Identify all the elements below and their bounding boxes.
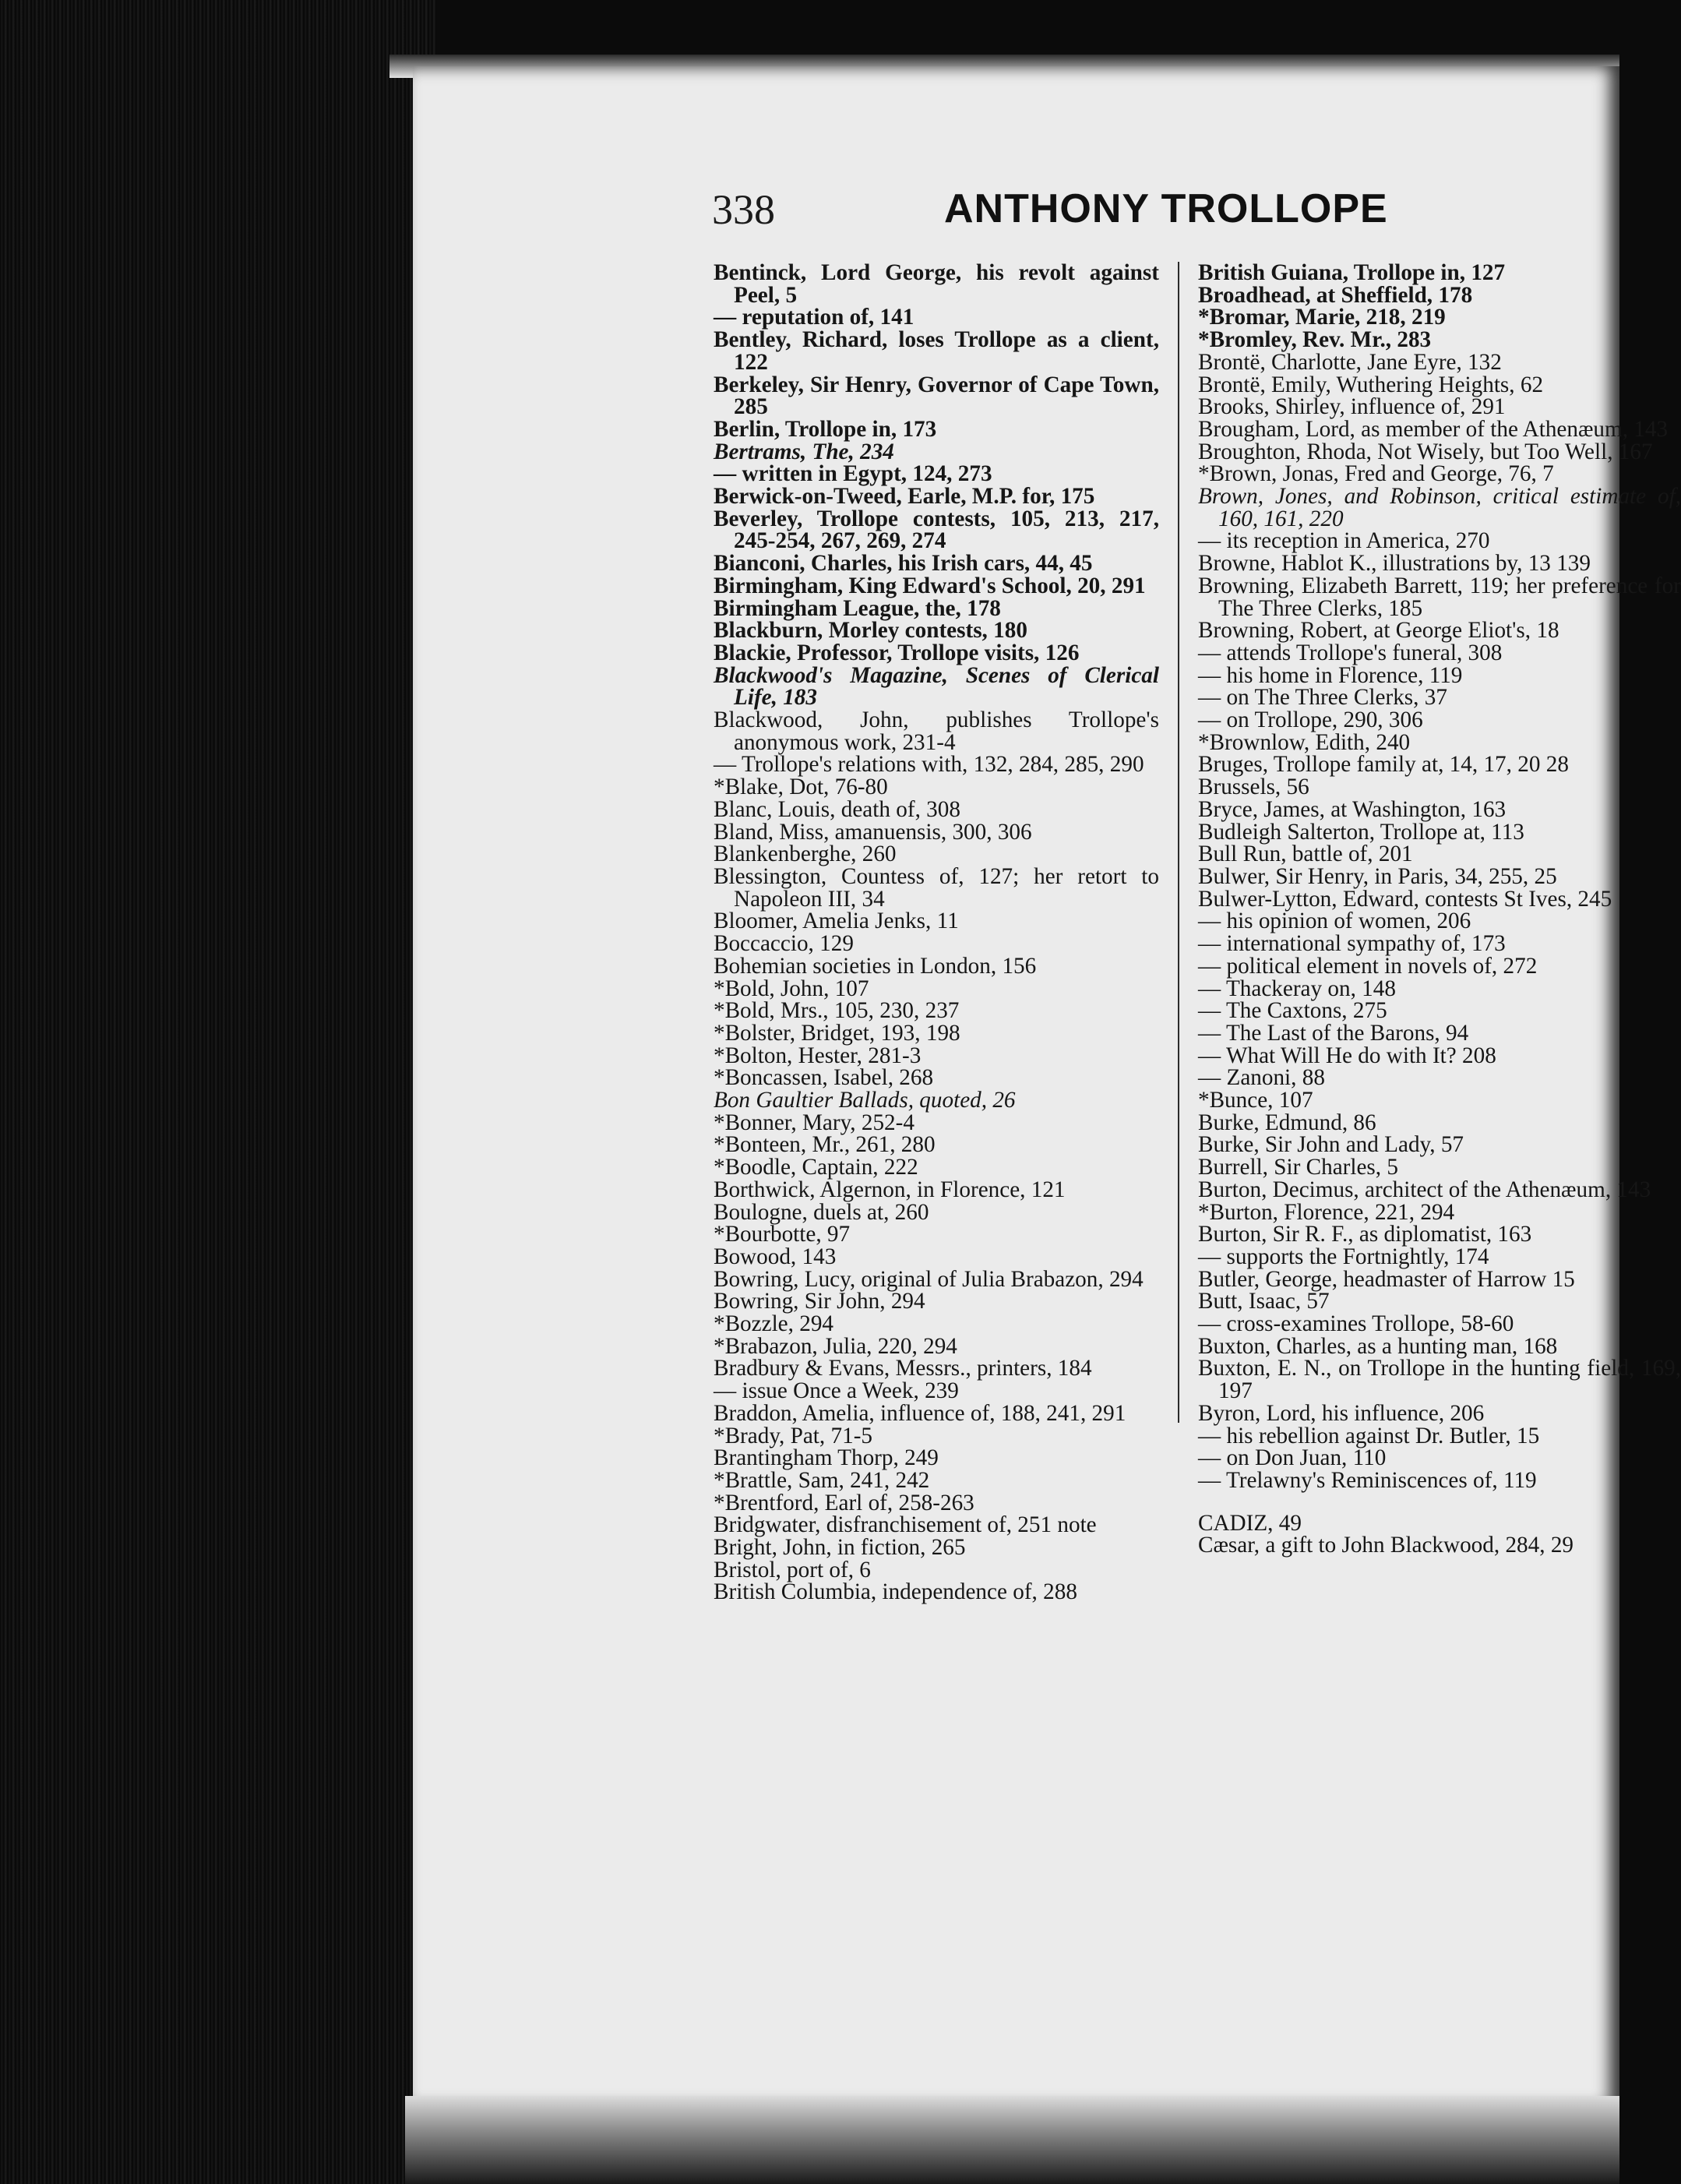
index-entry: Brantingham Thorp, 249 <box>714 1445 939 1471</box>
index-entry: — international sympathy of, 173 <box>1198 931 1506 957</box>
index-entry: *Bold, Mrs., 105, 230, 237 <box>714 998 960 1024</box>
scan-binding-edge <box>0 0 436 2184</box>
index-entry: — written in Egypt, 124, 273 <box>714 461 992 487</box>
index-entry: Budleigh Salterton, Trollope at, 113 <box>1198 819 1524 845</box>
index-entry: — Trollope's relations with, 132, 284, 285, 290 <box>714 752 1144 778</box>
index-entry: *Bunce, 107 <box>1198 1088 1313 1113</box>
column-divider <box>1178 262 1179 1423</box>
index-entry: Boulogne, duels at, 260 <box>714 1199 929 1225</box>
index-entry: *Boodle, Captain, 222 <box>714 1155 918 1180</box>
index-entry: Berwick-on-Tweed, Earle, M.P. for, 175 <box>714 484 1095 510</box>
index-entry: Birmingham, King Edward's School, 20, 291 <box>714 573 1146 598</box>
index-entry: — The Caxtons, 275 <box>1198 998 1387 1024</box>
index-entry: Blackwood's Magazine, Scenes of Clerical Life, 183 <box>714 662 1159 711</box>
index-entry: Burton, Decimus, architect of the Athenæum, 143 <box>1198 1177 1651 1202</box>
index-column-right <box>1198 262 1681 1557</box>
index-entry: Beverley, Trollope contests, 105, 213, 217, 245-254, 267, 269, 274 <box>714 506 1159 554</box>
index-entry: Brougham, Lord, as member of the Athenæum, 143 <box>1198 416 1669 442</box>
index-entry: Burke, Sir John and Lady, 57 <box>1198 1132 1464 1158</box>
index-entry: Bloomer, Amelia Jenks, 11 <box>714 909 959 934</box>
index-column-left <box>714 262 1159 1604</box>
index-entry: Bulwer-Lytton, Edward, contests St Ives, 245 <box>1198 886 1612 912</box>
index-entry: Berkeley, Sir Henry, Governor of Cape Town, 285 <box>714 372 1159 420</box>
index-entry: — its reception in America, 270 <box>1198 528 1490 554</box>
index-entry: Bristol, port of, 6 <box>714 1557 871 1582</box>
index-entry: — reputation of, 141 <box>714 305 915 330</box>
index-entry: *Brentford, Earl of, 258-263 <box>714 1490 974 1515</box>
index-entry: Boccaccio, 129 <box>714 931 854 957</box>
index-entry: Blankenberghe, 260 <box>714 841 897 867</box>
index-entry: — his rebellion against Dr. Butler, 15 <box>1198 1423 1540 1448</box>
index-entry: *Bromar, Marie, 218, 219 <box>1198 305 1446 330</box>
index-entry: — Zanoni, 88 <box>1198 1065 1325 1091</box>
index-entry: Bland, Miss, amanuensis, 300, 306 <box>714 819 1032 845</box>
index-entry: Browning, Elizabeth Barrett, 119; her preference for The Three Clerks, 185 <box>1198 573 1681 621</box>
index-entry: Broadhead, at Sheffield, 178 <box>1198 282 1473 308</box>
index-entry: — his home in Florence, 119 <box>1198 662 1463 688</box>
index-entry: — political element in novels of, 272 <box>1198 953 1538 979</box>
index-entry: Butt, Isaac, 57 <box>1198 1289 1330 1314</box>
index-entry: *Brattle, Sam, 241, 242 <box>714 1467 930 1493</box>
index-entry: — Thackeray on, 148 <box>1198 976 1396 1001</box>
index-entry: — on Trollope, 290, 306 <box>1198 707 1423 733</box>
index-entry: Bridgwater, disfranchisement of, 251 note <box>714 1512 1097 1538</box>
index-entry: *Bolton, Hester, 281-3 <box>714 1043 922 1068</box>
index-entry: Broughton, Rhoda, Not Wisely, but Too Well, 167 <box>1198 439 1653 464</box>
index-entry: *Bromley, Rev. Mr., 283 <box>1198 327 1432 353</box>
index-entry: *Brown, Jonas, Fred and George, 76, 7 <box>1198 461 1554 487</box>
index-entry: — The Last of the Barons, 94 <box>1198 1020 1469 1046</box>
index-entry: Braddon, Amelia, influence of, 188, 241, 291 <box>714 1400 1126 1426</box>
index-entry: Bulwer, Sir Henry, in Paris, 34, 255, 25 <box>1198 863 1557 889</box>
index-entry: — Trelawny's Reminiscences of, 119 <box>1198 1467 1537 1493</box>
index-entry: Bull Run, battle of, 201 <box>1198 841 1413 867</box>
index-entry: Bowring, Lucy, original of Julia Brabazon, 294 <box>714 1266 1144 1292</box>
index-entry: Bon Gaultier Ballads, quoted, 26 <box>714 1088 1016 1113</box>
index-entry: Bright, John, in fiction, 265 <box>714 1535 966 1561</box>
index-entry: British Columbia, independence of, 288 <box>714 1579 1077 1605</box>
index-entry: — his opinion of women, 206 <box>1198 909 1471 934</box>
index-entry: — on The Three Clerks, 37 <box>1198 685 1447 711</box>
index-entry: Cæsar, a gift to John Blackwood, 284, 29 <box>1198 1533 1574 1558</box>
index-entry: Bruges, Trollope family at, 14, 17, 20 28 <box>1198 752 1569 778</box>
index-entry: British Guiana, Trollope in, 127 <box>1198 260 1506 285</box>
index-entry: Blackie, Professor, Trollope visits, 126 <box>714 640 1080 665</box>
index-entry: Buxton, E. N., on Trollope in the hunting field, 169, 197 <box>1198 1356 1681 1404</box>
index-entry: *Bozzle, 294 <box>714 1311 834 1337</box>
index-entry: — cross-examines Trollope, 58-60 <box>1198 1311 1514 1337</box>
index-entry: Burton, Sir R. F., as diplomatist, 163 <box>1198 1222 1532 1247</box>
index-entry: Burke, Edmund, 86 <box>1198 1110 1376 1135</box>
index-entry: CADIZ, 49 <box>1198 1510 1302 1536</box>
index-entry: *Bonteen, Mr., 261, 280 <box>714 1132 936 1158</box>
index-entry: Blackburn, Morley contests, 180 <box>714 618 1027 644</box>
index-entry: Buxton, Charles, as a hunting man, 168 <box>1198 1333 1558 1359</box>
index-entry: — attends Trollope's funeral, 308 <box>1198 640 1503 665</box>
index-entry: Browne, Hablot K., illustrations by, 13 139 <box>1198 551 1591 577</box>
index-entry: *Blake, Dot, 76-80 <box>714 774 888 800</box>
index-entry: Brontë, Emily, Wuthering Heights, 62 <box>1198 372 1544 397</box>
index-entry: — What Will He do with It? 208 <box>1198 1043 1496 1068</box>
index-entry: *Bonner, Mary, 252-4 <box>714 1110 915 1135</box>
index-entry: Burrell, Sir Charles, 5 <box>1198 1155 1398 1180</box>
index-entry: *Bold, John, 107 <box>714 976 869 1001</box>
index-entry: Blessington, Countess of, 127; her retort to Napoleon III, 34 <box>714 863 1159 912</box>
index-entry: *Brady, Pat, 71-5 <box>714 1423 873 1448</box>
index-entry: Borthwick, Algernon, in Florence, 121 <box>714 1177 1066 1202</box>
index-entry: Blackwood, John, publishes Trollope's anonymous work, 231-4 <box>714 707 1159 755</box>
index-entry: Brooks, Shirley, influence of, 291 <box>1198 394 1506 420</box>
index-entry: Brussels, 56 <box>1198 774 1309 800</box>
index-entry: Bryce, James, at Washington, 163 <box>1198 796 1507 822</box>
index-entry: Butler, George, headmaster of Harrow 15 <box>1198 1266 1575 1292</box>
index-entry: *Bolster, Bridget, 193, 198 <box>714 1020 960 1046</box>
index-entry: Bradbury & Evans, Messrs., printers, 184 <box>714 1356 1092 1381</box>
index-entry: *Burton, Florence, 221, 294 <box>1198 1199 1455 1225</box>
index-entry: — issue Once a Week, 239 <box>714 1378 959 1404</box>
page-number: 338 <box>712 186 775 233</box>
index-entry: — supports the Fortnightly, 174 <box>1198 1244 1489 1269</box>
index-entry: *Boncassen, Isabel, 268 <box>714 1065 934 1091</box>
index-entry: Brown, Jones, and Robinson, critical estimate of, 160, 161, 220 <box>1198 484 1681 531</box>
index-entry: Berlin, Trollope in, 173 <box>714 416 937 442</box>
index-entry: Bertrams, The, 234 <box>714 439 894 464</box>
index-entry: Bowood, 143 <box>714 1244 837 1269</box>
index-entry: Bowring, Sir John, 294 <box>714 1289 925 1314</box>
index-entry: — on Don Juan, 110 <box>1198 1445 1387 1471</box>
index-entry: Browning, Robert, at George Eliot's, 18 <box>1198 618 1559 644</box>
index-entry: Bohemian societies in London, 156 <box>714 953 1037 979</box>
index-entry: *Brownlow, Edith, 240 <box>1198 729 1411 755</box>
index-entry: Birmingham League, the, 178 <box>714 595 1001 621</box>
page-bottom-edge <box>405 2096 1619 2184</box>
index-entry: *Brabazon, Julia, 220, 294 <box>714 1333 957 1359</box>
index-entry: Byron, Lord, his influence, 206 <box>1198 1400 1485 1426</box>
index-entry: *Bourbotte, 97 <box>714 1222 851 1247</box>
index-entry: Bentinck, Lord George, his revolt against Peel, 5 <box>714 260 1159 308</box>
index-entry: Bentley, Richard, loses Trollope as a client, 122 <box>714 327 1159 375</box>
index-entry: Brontë, Charlotte, Jane Eyre, 132 <box>1198 349 1502 375</box>
index-entry: Blanc, Louis, death of, 308 <box>714 796 960 822</box>
index-entry: Bianconi, Charles, his Irish cars, 44, 45 <box>714 551 1093 577</box>
running-head: ANTHONY TROLLOPE <box>944 186 1388 231</box>
